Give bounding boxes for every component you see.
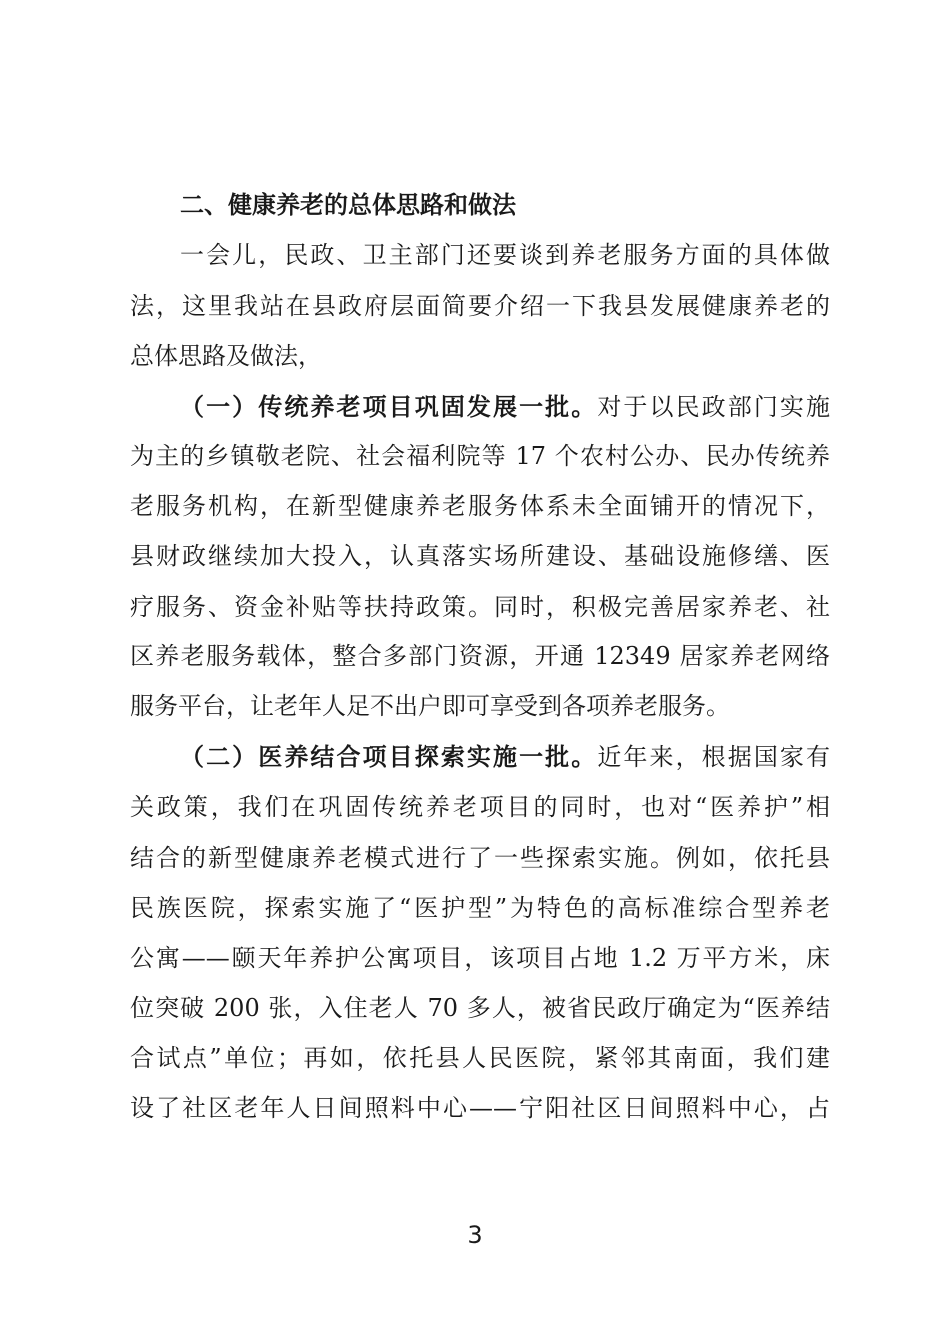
item1-line-7: 服务平台，让老年人足不出户即可享受到各项养老服务。 [130,692,730,720]
item2-lead: （二）医养结合项目探索实施一批。 [180,742,598,771]
item2-first-line [180,742,830,772]
item2-line-7: 合试点”单位；再如，依托县人民医院，紧邻其南面，我们建 [130,1044,830,1072]
item1-first-rest: 对于以民政部门实施 [597,393,831,421]
item2-first-rest: 近年来，根据国家有 [597,743,831,771]
item2-line-3: 结合的新型健康养老模式进行了一些探索实施。例如，依托县 [130,844,830,872]
section-heading: 二、健康养老的总体思路和做法 [180,191,516,219]
item2-line-6: 位突破 200 张，入住老人 70 多人，被省民政厅确定为“医养结 [130,994,830,1022]
item1-line-4: 县财政继续加大投入，认真落实场所建设、基础设施修缮、医 [130,542,830,570]
item1-line-5: 疗服务、资金补贴等扶持政策。同时，积极完善居家养老、社 [130,593,830,621]
intro-line-3: 总体思路及做法， [130,342,322,370]
item1-line-6: 区养老服务载体，整合多部门资源，开通 12349 居家养老网络 [130,642,830,670]
item2-line-8: 设了社区老年人日间照料中心——宁阳社区日间照料中心，占 [130,1094,830,1122]
item1-line-3: 老服务机构，在新型健康养老服务体系未全面铺开的情况下， [130,492,830,520]
item1-first-line [180,392,830,422]
item2-line-5: 公寓——颐天年养护公寓项目，该项目占地 1.2 万平方米，床 [130,944,830,972]
intro-line-2: 法，这里我站在县政府层面简要介绍一下我县发展健康养老的 [130,292,830,320]
item2-line-4: 民族医院，探索实施了“医护型”为特色的高标准综合型养老 [130,894,830,922]
item2-line-2: 关政策，我们在巩固传统养老项目的同时，也对“医养护”相 [130,793,830,821]
intro-line-1: 一会儿，民政、卫主部门还要谈到养老服务方面的具体做 [180,241,830,269]
item1-line-2: 为主的乡镇敬老院、社会福利院等 17 个农村公办、民办传统养 [130,442,830,470]
item1-lead: （一）传统养老项目巩固发展一批。 [180,392,598,421]
page-number: 3 [467,1221,483,1249]
